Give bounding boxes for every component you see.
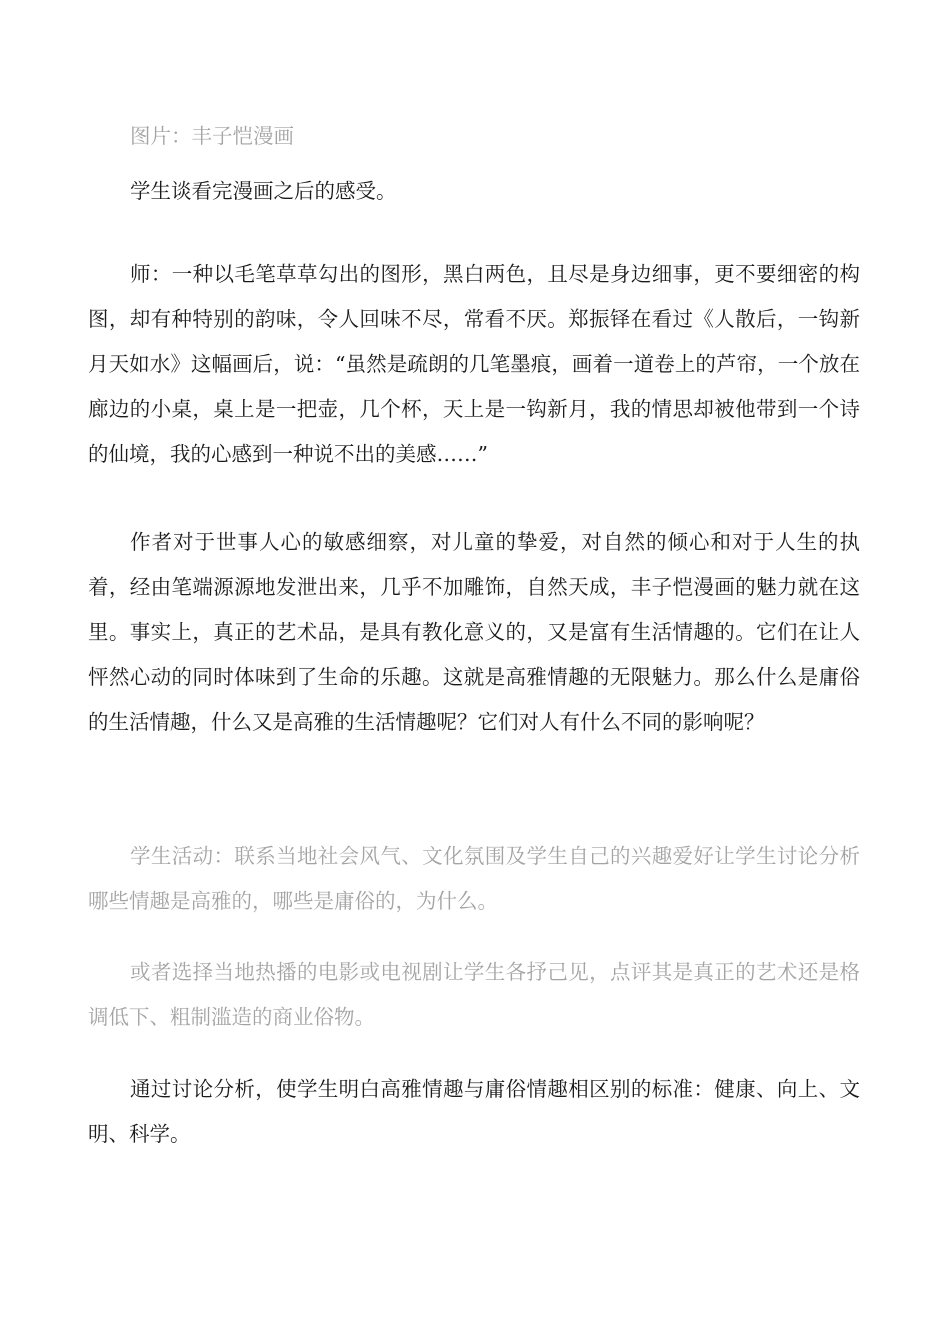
paragraph-author-analysis: 作者对于世事人心的敏感细察，对儿童的挚爱，对自然的倾心和对于人生的执着，经由笔端源源地发泄出来，几乎不加雕饰，自然天成，丰子恺漫画的魅力就在这里。事实上，真正的艺术品，是具有教化意义的，又是富有生活情趣的。它们在让人怦然心动的同时体味到了生命的乐趣。这就是高雅情趣的无限魅力。那么什么是庸俗的生活情趣，什么又是高雅的生活情趣呢？它们对人有什么不同的影响呢？ (88, 530, 860, 734)
paragraph-teacher-remarks: 师：一种以毛笔草草勾出的图形，黑白两色，且尽是身边细事，更不要细密的构图，却有种特别的韵味，令人回味不尽，常看不厌。郑振铎在看过《人散后，一钩新月天如水》这幅画后，说：“虽然是疏朗的几笔墨痕，画着一道卷上的芦帘，一个放在廊边的小桌，桌上是一把壶，几个杯，天上是一钩新月，我的情思却被他带到一个诗的仙境，我的心感到一种说不出的美感……” (88, 262, 860, 466)
paragraph-conclusion: 通过讨论分析，使学生明白高雅情趣与庸俗情趣相区别的标准：健康、向上、文明、科学。 (88, 1077, 860, 1146)
image-caption: 图片：丰子恺漫画 (130, 124, 294, 148)
paragraph-alternative-activity: 或者选择当地热播的电影或电视剧让学生各抒己见，点评其是真正的艺术还是格调低下、粗制滥造的商业俗物。 (88, 960, 860, 1029)
paragraph-student-activity: 学生活动：联系当地社会风气、文化氛围及学生自己的兴趣爱好让学生讨论分析哪些情趣是高雅的，哪些是庸俗的，为什么。 (88, 844, 860, 913)
paragraph-student-feelings: 学生谈看完漫画之后的感受。 (130, 179, 397, 203)
